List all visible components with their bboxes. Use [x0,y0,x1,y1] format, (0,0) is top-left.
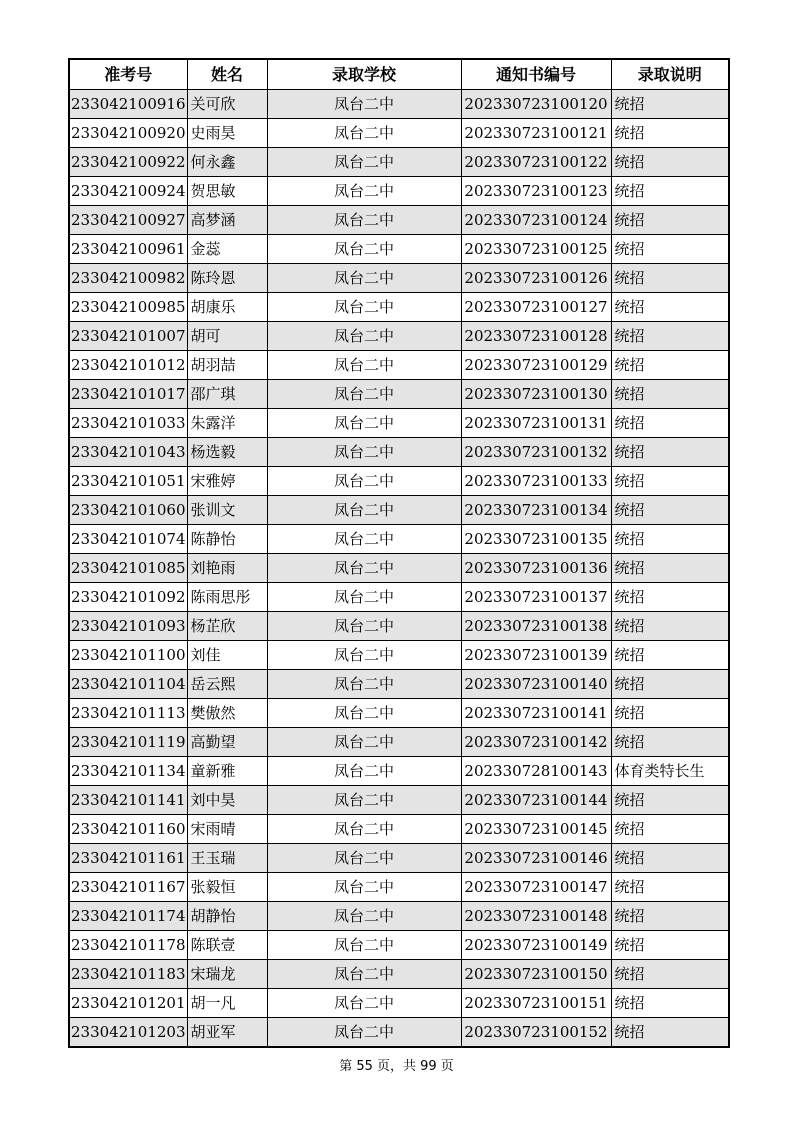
admitted-school-cell: 凤台二中 [267,380,461,409]
student-name-cell: 刘艳雨 [187,554,267,583]
notice-number-cell: 202330723100133 [461,467,611,496]
table-row [69,148,729,177]
student-name-cell: 宋雅婷 [187,467,267,496]
admission-table [68,58,730,1048]
admission-note-cell: 统招 [611,438,729,467]
header-notice-number: 通知书编号 [461,59,611,90]
admitted-school-cell: 凤台二中 [267,235,461,264]
table-row [69,90,729,119]
admission-note-cell: 统招 [611,467,729,496]
admission-note-cell: 统招 [611,554,729,583]
admission-note-cell: 统招 [611,293,729,322]
admission-note-cell: 统招 [611,699,729,728]
admission-note-cell: 统招 [611,322,729,351]
student-name-cell: 王玉瑞 [187,844,267,873]
table-row [69,496,729,525]
notice-number-cell: 202330728100143 [461,757,611,786]
notice-number-cell: 202330723100145 [461,815,611,844]
exam-number-cell: 233042101161 [69,844,187,873]
student-name-cell: 陈联壹 [187,931,267,960]
exam-number-cell: 233042101074 [69,525,187,554]
student-name-cell: 金蕊 [187,235,267,264]
table-row [69,409,729,438]
table-row [69,960,729,989]
exam-number-cell: 233042101033 [69,409,187,438]
admitted-school-cell: 凤台二中 [267,177,461,206]
student-name-cell: 张毅恒 [187,873,267,902]
exam-number-cell: 233042101201 [69,989,187,1018]
student-name-cell: 宋瑞龙 [187,960,267,989]
student-name-cell: 贺思敏 [187,177,267,206]
admission-note-cell: 统招 [611,235,729,264]
admission-note-cell: 统招 [611,612,729,641]
admitted-school-cell: 凤台二中 [267,786,461,815]
notice-number-cell: 202330723100121 [461,119,611,148]
table-row [69,467,729,496]
admission-note-cell: 统招 [611,815,729,844]
student-name-cell: 杨选毅 [187,438,267,467]
table-header [69,59,729,90]
header-exam-number: 准考号 [69,59,187,90]
notice-number-cell: 202330723100123 [461,177,611,206]
notice-number-cell: 202330723100144 [461,786,611,815]
exam-number-cell: 233042101060 [69,496,187,525]
exam-number-cell: 233042101160 [69,815,187,844]
admitted-school-cell: 凤台二中 [267,612,461,641]
exam-number-cell: 233042100982 [69,264,187,293]
exam-number-cell: 233042101085 [69,554,187,583]
admission-note-cell: 统招 [611,525,729,554]
admitted-school-cell: 凤台二中 [267,670,461,699]
table-row [69,699,729,728]
notice-number-cell: 202330723100148 [461,902,611,931]
student-name-cell: 刘佳 [187,641,267,670]
notice-number-cell: 202330723100131 [461,409,611,438]
student-name-cell: 胡康乐 [187,293,267,322]
exam-number-cell: 233042101113 [69,699,187,728]
table-row [69,612,729,641]
student-name-cell: 胡可 [187,322,267,351]
exam-number-cell: 233042101119 [69,728,187,757]
exam-number-cell: 233042101093 [69,612,187,641]
admitted-school-cell: 凤台二中 [267,641,461,670]
table-row [69,264,729,293]
admitted-school-cell: 凤台二中 [267,148,461,177]
student-name-cell: 胡一凡 [187,989,267,1018]
admission-note-cell: 统招 [611,264,729,293]
table-row [69,815,729,844]
exam-number-cell: 233042101100 [69,641,187,670]
admitted-school-cell: 凤台二中 [267,293,461,322]
header-admitted-school: 录取学校 [267,59,461,90]
admission-note-cell: 统招 [611,583,729,612]
admission-note-cell: 统招 [611,902,729,931]
table-row [69,902,729,931]
notice-number-cell: 202330723100120 [461,90,611,119]
student-name-cell: 史雨昊 [187,119,267,148]
student-name-cell: 何永鑫 [187,148,267,177]
student-name-cell: 樊傲然 [187,699,267,728]
table-row [69,322,729,351]
notice-number-cell: 202330723100149 [461,931,611,960]
notice-number-cell: 202330723100146 [461,844,611,873]
exam-number-cell: 233042100920 [69,119,187,148]
table-row [69,351,729,380]
notice-number-cell: 202330723100127 [461,293,611,322]
header-admission-note: 录取说明 [611,59,729,90]
admission-note-cell: 统招 [611,1018,729,1048]
exam-number-cell: 233042101141 [69,786,187,815]
student-name-cell: 岳云熙 [187,670,267,699]
admission-note-cell: 统招 [611,844,729,873]
exam-number-cell: 233042100927 [69,206,187,235]
notice-number-cell: 202330723100141 [461,699,611,728]
student-name-cell: 胡羽喆 [187,351,267,380]
admitted-school-cell: 凤台二中 [267,525,461,554]
exam-number-cell: 233042101134 [69,757,187,786]
notice-number-cell: 202330723100130 [461,380,611,409]
admission-note-cell: 统招 [611,380,729,409]
table-row [69,380,729,409]
admitted-school-cell: 凤台二中 [267,844,461,873]
student-name-cell: 宋雨晴 [187,815,267,844]
admitted-school-cell: 凤台二中 [267,119,461,148]
admitted-school-cell: 凤台二中 [267,409,461,438]
admitted-school-cell: 凤台二中 [267,322,461,351]
exam-number-cell: 233042101174 [69,902,187,931]
table-row [69,844,729,873]
exam-number-cell: 233042101203 [69,1018,187,1048]
table-body [69,90,729,1048]
table-row [69,786,729,815]
admission-note-cell: 统招 [611,641,729,670]
notice-number-cell: 202330723100147 [461,873,611,902]
exam-number-cell: 233042100916 [69,90,187,119]
exam-number-cell: 233042100961 [69,235,187,264]
student-name-cell: 胡亚军 [187,1018,267,1048]
notice-number-cell: 202330723100129 [461,351,611,380]
admission-note-cell: 统招 [611,148,729,177]
admitted-school-cell: 凤台二中 [267,496,461,525]
admission-note-cell: 统招 [611,989,729,1018]
admitted-school-cell: 凤台二中 [267,931,461,960]
admission-note-cell: 统招 [611,177,729,206]
admission-note-cell: 统招 [611,119,729,148]
table-row [69,931,729,960]
table-row [69,177,729,206]
admitted-school-cell: 凤台二中 [267,815,461,844]
table-row [69,438,729,467]
student-name-cell: 陈静怡 [187,525,267,554]
exam-number-cell: 233042101051 [69,467,187,496]
header-row [69,59,729,90]
student-name-cell: 杨芷欣 [187,612,267,641]
notice-number-cell: 202330723100152 [461,1018,611,1048]
notice-number-cell: 202330723100125 [461,235,611,264]
student-name-cell: 胡静怡 [187,902,267,931]
admission-note-cell: 统招 [611,496,729,525]
student-name-cell: 童新雅 [187,757,267,786]
student-name-cell: 张训文 [187,496,267,525]
student-name-cell: 陈雨思彤 [187,583,267,612]
admission-note-cell: 统招 [611,873,729,902]
exam-number-cell: 233042100922 [69,148,187,177]
notice-number-cell: 202330723100135 [461,525,611,554]
admitted-school-cell: 凤台二中 [267,583,461,612]
table-row [69,235,729,264]
admitted-school-cell: 凤台二中 [267,728,461,757]
exam-number-cell: 233042101012 [69,351,187,380]
table-row [69,525,729,554]
admission-note-cell: 统招 [611,786,729,815]
admitted-school-cell: 凤台二中 [267,757,461,786]
admitted-school-cell: 凤台二中 [267,989,461,1018]
student-name-cell: 高梦涵 [187,206,267,235]
table-row [69,1018,729,1048]
admitted-school-cell: 凤台二中 [267,206,461,235]
table-row [69,206,729,235]
exam-number-cell: 233042101104 [69,670,187,699]
notice-number-cell: 202330723100138 [461,612,611,641]
admission-note-cell: 统招 [611,931,729,960]
table-row [69,670,729,699]
notice-number-cell: 202330723100128 [461,322,611,351]
student-name-cell: 邵广琪 [187,380,267,409]
admitted-school-cell: 凤台二中 [267,960,461,989]
table-row [69,554,729,583]
student-name-cell: 刘中昊 [187,786,267,815]
admitted-school-cell: 凤台二中 [267,873,461,902]
exam-number-cell: 233042101043 [69,438,187,467]
table-row [69,119,729,148]
exam-number-cell: 233042101007 [69,322,187,351]
table-row [69,641,729,670]
admission-note-cell: 统招 [611,409,729,438]
notice-number-cell: 202330723100134 [461,496,611,525]
admitted-school-cell: 凤台二中 [267,902,461,931]
exam-number-cell: 233042101178 [69,931,187,960]
notice-number-cell: 202330723100139 [461,641,611,670]
exam-number-cell: 233042101017 [69,380,187,409]
notice-number-cell: 202330723100132 [461,438,611,467]
student-name-cell: 朱露洋 [187,409,267,438]
admission-note-cell: 体育类特长生 [611,757,729,786]
admitted-school-cell: 凤台二中 [267,554,461,583]
exam-number-cell: 233042100924 [69,177,187,206]
notice-number-cell: 202330723100124 [461,206,611,235]
notice-number-cell: 202330723100150 [461,960,611,989]
exam-number-cell: 233042100985 [69,293,187,322]
notice-number-cell: 202330723100126 [461,264,611,293]
admission-note-cell: 统招 [611,960,729,989]
admission-note-cell: 统招 [611,728,729,757]
exam-number-cell: 233042101183 [69,960,187,989]
notice-number-cell: 202330723100137 [461,583,611,612]
exam-number-cell: 233042101092 [69,583,187,612]
exam-number-cell: 233042101167 [69,873,187,902]
student-name-cell: 关可欣 [187,90,267,119]
table-row [69,989,729,1018]
admitted-school-cell: 凤台二中 [267,351,461,380]
notice-number-cell: 202330723100140 [461,670,611,699]
admitted-school-cell: 凤台二中 [267,1018,461,1048]
table-row [69,873,729,902]
admission-note-cell: 统招 [611,206,729,235]
admission-note-cell: 统招 [611,670,729,699]
page-footer: 第 55 页，共 99 页 [339,1059,454,1074]
table-row [69,757,729,786]
admitted-school-cell: 凤台二中 [267,90,461,119]
table-row [69,583,729,612]
notice-number-cell: 202330723100122 [461,148,611,177]
admission-note-cell: 统招 [611,90,729,119]
student-name-cell: 高勤望 [187,728,267,757]
admitted-school-cell: 凤台二中 [267,467,461,496]
header-name: 姓名 [187,59,267,90]
student-name-cell: 陈玲恩 [187,264,267,293]
table-row [69,293,729,322]
notice-number-cell: 202330723100136 [461,554,611,583]
notice-number-cell: 202330723100151 [461,989,611,1018]
admitted-school-cell: 凤台二中 [267,264,461,293]
table-row [69,728,729,757]
admission-note-cell: 统招 [611,351,729,380]
admitted-school-cell: 凤台二中 [267,699,461,728]
admitted-school-cell: 凤台二中 [267,438,461,467]
notice-number-cell: 202330723100142 [461,728,611,757]
